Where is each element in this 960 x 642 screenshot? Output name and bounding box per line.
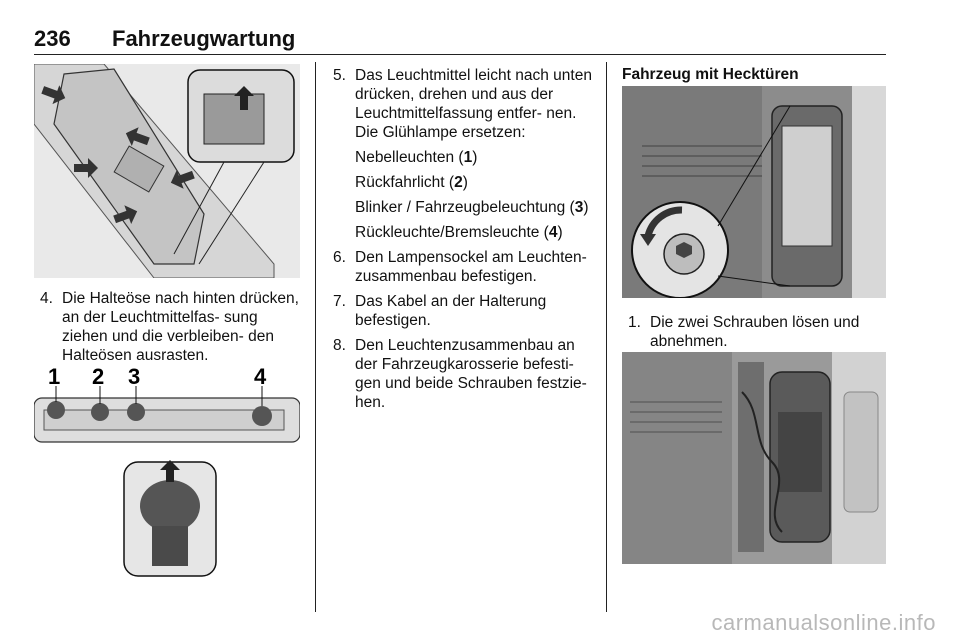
column-divider-right bbox=[606, 62, 607, 612]
step-item bbox=[333, 248, 595, 286]
step-text: Den Leuchtenzusammenbau an der Fahrzeugkarosserie befesti- gen und beide Schrauben festzie- hen. bbox=[355, 337, 587, 411]
figure-label: 2 bbox=[92, 366, 105, 389]
footer-watermark: carmanualsonline.info bbox=[711, 610, 936, 635]
step-number: 1. bbox=[628, 314, 641, 331]
step-number: 4. bbox=[40, 290, 53, 307]
figure-label: 3 bbox=[128, 366, 141, 389]
left-steps bbox=[40, 289, 302, 371]
step-number: 8. bbox=[333, 337, 346, 354]
bulb-entry: Rückfahrlicht (2) bbox=[355, 174, 468, 191]
figure-bulb-holder bbox=[34, 366, 300, 580]
figure-lamp-housing bbox=[34, 64, 300, 278]
middle-steps bbox=[333, 66, 595, 418]
page-number: 236 bbox=[34, 26, 71, 51]
column-divider-left bbox=[315, 62, 316, 612]
figure-tail-lamp-removed bbox=[622, 352, 886, 564]
step-number: 7. bbox=[333, 293, 346, 310]
page-header bbox=[34, 24, 886, 55]
figure-tail-lamp-screws bbox=[622, 86, 886, 298]
bulb-entry: Blinker / Fahrzeugbeleuchtung (3) bbox=[355, 199, 589, 216]
figure-label: 4 bbox=[254, 366, 267, 389]
right-steps bbox=[628, 313, 886, 357]
step-text: Das Leuchtmittel leicht nach unten drücken, drehen und aus der Leuchtmittelfassung entfer- nen. Die Glühlampe ersetzen: bbox=[355, 67, 592, 141]
step-number: 6. bbox=[333, 249, 346, 266]
step-text: Die Halteöse nach hinten drücken, an der Leuchtmittelfas- sung ziehen und die verbleiben- den Halteösen ausrasten. bbox=[62, 290, 299, 364]
step-item bbox=[333, 66, 595, 142]
section-subheading: Fahrzeug mit Hecktüren bbox=[622, 66, 799, 83]
step-number: 5. bbox=[333, 67, 346, 84]
step-item bbox=[628, 313, 886, 351]
step-text: Das Kabel an der Halterung befestigen. bbox=[355, 293, 547, 329]
step-item bbox=[333, 336, 595, 412]
step-item bbox=[40, 289, 302, 365]
figure-label: 1 bbox=[48, 366, 61, 389]
bulb-entry: Nebelleuchten (1) bbox=[355, 149, 478, 166]
step-text: Die zwei Schrauben lösen und abnehmen. bbox=[650, 314, 860, 350]
step-item bbox=[333, 292, 595, 330]
bulb-entry: Rückleuchte/Bremsleuchte (4) bbox=[355, 224, 563, 241]
step-text: Den Lampensockel am Leuchten- zusammenbau befestigen. bbox=[355, 249, 587, 285]
page-title: Fahrzeugwartung bbox=[112, 26, 296, 51]
